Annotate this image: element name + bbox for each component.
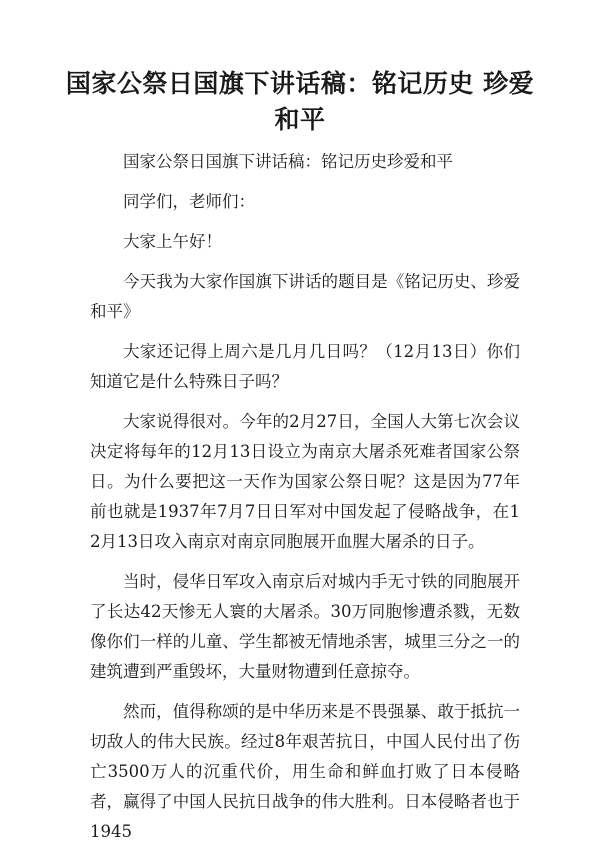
paragraph-question: 大家还记得上周六是几月几日吗？（12月13日）你们知道它是什么特殊日子吗？ — [90, 342, 520, 391]
paragraph-salutation: 同学们，老师们： — [123, 192, 255, 211]
paragraph-topic: 今天我为大家作国旗下讲话的题目是《铭记历史、珍爱和平》 — [90, 272, 520, 321]
paragraph-subtitle: 国家公祭日国旗下讲话稿：铭记历史珍爱和平 — [123, 152, 453, 171]
paragraph-massacre: 当时，侵华日军攻入南京后对城内手无寸铁的同胞展开了长达42天惨无人寰的大屠杀。30万同胞惨遭杀戮，无数像你们一样的儿童、学生都被无情地杀害，城里三分之一的建筑遭到严重毁坏，大量财物遭到任意掠夺。 — [90, 572, 520, 681]
paragraph-greeting: 大家上午好！ — [123, 232, 222, 251]
document-body — [90, 147, 520, 857]
paragraph-victory: 然而，值得称颂的是中华历来是不畏强暴、敢于抵抗一切敌人的伟大民族。经过8年艰苦抗日，中国人民付出了伤亡3500万人的沉重代价，用生命和鲜血打败了日本侵略者，赢得了中国人民抗日战争的伟大胜利。日本侵略者也于1945 — [90, 702, 520, 841]
paragraph-history: 大家说得很对。今年的2月27日，全国人大第七次会议决定将每年的12月13日设立为南京大屠杀死难者国家公祭日。为什么要把这一天作为国家公祭日呢？这是因为77年前也就是1937年7月7日日军对中国发起了侵略战争，在12月13日攻入南京对南京同胞展开血腥大屠杀的日子。 — [90, 412, 520, 551]
document-title: 国家公祭日国旗下讲话稿：铭记历史 珍爱和平 — [65, 69, 535, 134]
